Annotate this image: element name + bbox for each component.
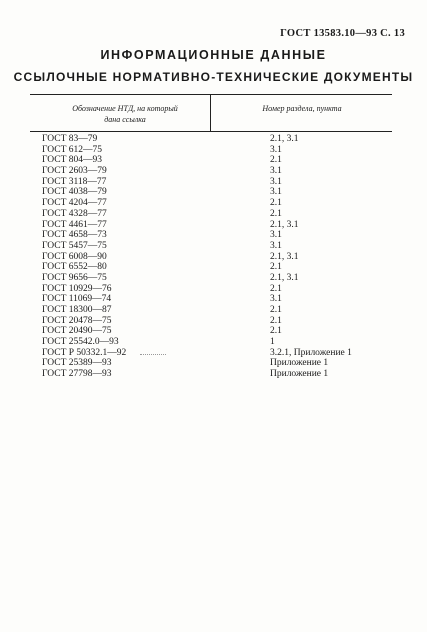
table-row bbox=[0, 284, 427, 295]
section-number: 2.1, 3.1 bbox=[270, 134, 299, 144]
section-number: 2.1 bbox=[270, 208, 282, 219]
column-header-document bbox=[45, 103, 205, 125]
table-row bbox=[0, 294, 427, 305]
table-row bbox=[0, 209, 427, 220]
table-row bbox=[0, 369, 427, 380]
table-row bbox=[0, 155, 427, 166]
document-designation: ГОСТ 10929—76 bbox=[42, 283, 112, 294]
table-header-divider bbox=[210, 94, 211, 131]
section-number: 3.2.1, Приложение 1 bbox=[270, 347, 352, 358]
section-number: 2.1 bbox=[270, 198, 282, 209]
document-designation: ГОСТ 4204—77 bbox=[42, 198, 107, 209]
section-number: 2.1 bbox=[270, 315, 282, 326]
document-designation: ГОСТ 5457—75 bbox=[42, 240, 107, 251]
table-row bbox=[0, 220, 427, 231]
table-row bbox=[0, 145, 427, 156]
table-top-rule bbox=[30, 94, 392, 95]
document-designation: ГОСТ 804—93 bbox=[42, 155, 102, 166]
table-row bbox=[0, 273, 427, 284]
column-header-document-line1: Обозначение НТД, на который bbox=[72, 104, 178, 113]
section-number: 3.1 bbox=[270, 144, 282, 155]
table-row bbox=[0, 166, 427, 177]
document-designation: ГОСТ 612—75 bbox=[42, 144, 102, 155]
column-header-document-line2: дана ссылка bbox=[104, 115, 146, 124]
document-designation: ГОСТ 9656—75 bbox=[42, 272, 107, 283]
document-designation: ГОСТ 20478—75 bbox=[42, 315, 112, 326]
section-number: 2.1 bbox=[270, 155, 282, 166]
table-row bbox=[0, 326, 427, 337]
table-header-rule bbox=[30, 131, 392, 132]
document-designation: ГОСТ 2603—79 bbox=[42, 166, 107, 177]
table-row bbox=[0, 177, 427, 188]
table-row bbox=[0, 230, 427, 241]
document-designation: ГОСТ 4328—77 bbox=[42, 208, 107, 219]
table-row bbox=[0, 316, 427, 327]
section-number: 2.1, 3.1 bbox=[270, 272, 299, 283]
scan-speck bbox=[140, 354, 166, 355]
table-row bbox=[0, 337, 427, 348]
section-number: 2.1 bbox=[270, 283, 282, 294]
reference-table-body bbox=[0, 134, 427, 380]
document-designation: ГОСТ 4038—79 bbox=[42, 187, 107, 198]
section-number: 3.1 bbox=[270, 166, 282, 177]
document-designation: ГОСТ 11069—74 bbox=[42, 294, 112, 305]
section-number: 2.1 bbox=[270, 262, 282, 273]
document-designation: ГОСТ 4461—77 bbox=[42, 219, 107, 230]
document-designation: ГОСТ 27798—93 bbox=[42, 369, 112, 380]
document-designation: ГОСТ 18300—87 bbox=[42, 305, 112, 315]
document-designation: ГОСТ 3118—77 bbox=[42, 176, 107, 187]
table-row bbox=[0, 252, 427, 263]
table-row bbox=[0, 134, 427, 145]
section-number: Приложение 1 bbox=[270, 369, 329, 380]
section-number: 3.1 bbox=[270, 294, 282, 305]
section-number: 2.1, 3.1 bbox=[270, 251, 299, 262]
document-designation: ГОСТ 6008—90 bbox=[42, 251, 107, 262]
section-number: 3.1 bbox=[270, 176, 282, 187]
table-row bbox=[0, 262, 427, 273]
section-subtitle: ССЫЛОЧНЫЕ НОРМАТИВНО-ТЕХНИЧЕСКИЕ ДОКУМЕНТЫ bbox=[13, 70, 414, 84]
section-number: 2.1 bbox=[270, 326, 282, 337]
section-number: 3.1 bbox=[270, 240, 282, 251]
section-number: 3.1 bbox=[270, 187, 282, 198]
document-designation: ГОСТ 4658—73 bbox=[42, 230, 107, 241]
table-row bbox=[0, 305, 427, 316]
section-number: Приложение 1 bbox=[270, 358, 329, 369]
section-title: ИНФОРМАЦИОННЫЕ ДАННЫЕ bbox=[100, 48, 327, 62]
table-row bbox=[0, 348, 427, 359]
table-row bbox=[0, 358, 427, 369]
document-designation: ГОСТ 20490—75 bbox=[42, 326, 112, 337]
table-row bbox=[0, 241, 427, 252]
document-designation: ГОСТ 25542.0—93 bbox=[42, 337, 119, 348]
section-number: 3.1 bbox=[270, 230, 282, 241]
document-designation: ГОСТ 6552—80 bbox=[42, 262, 107, 273]
table-row bbox=[0, 198, 427, 209]
section-number: 1 bbox=[270, 337, 275, 348]
document-designation: ГОСТ Р 50332.1—92 bbox=[42, 347, 127, 358]
column-header-section: Номер раздела, пункта bbox=[262, 104, 342, 113]
section-number: 2.1, 3.1 bbox=[270, 219, 299, 230]
page-header: ГОСТ 13583.10—93 С. 13 bbox=[280, 28, 405, 39]
document-designation: ГОСТ 83—79 bbox=[42, 134, 98, 144]
document-designation: ГОСТ 25389—93 bbox=[42, 358, 112, 369]
table-row bbox=[0, 187, 427, 198]
section-number: 2.1 bbox=[270, 305, 282, 315]
